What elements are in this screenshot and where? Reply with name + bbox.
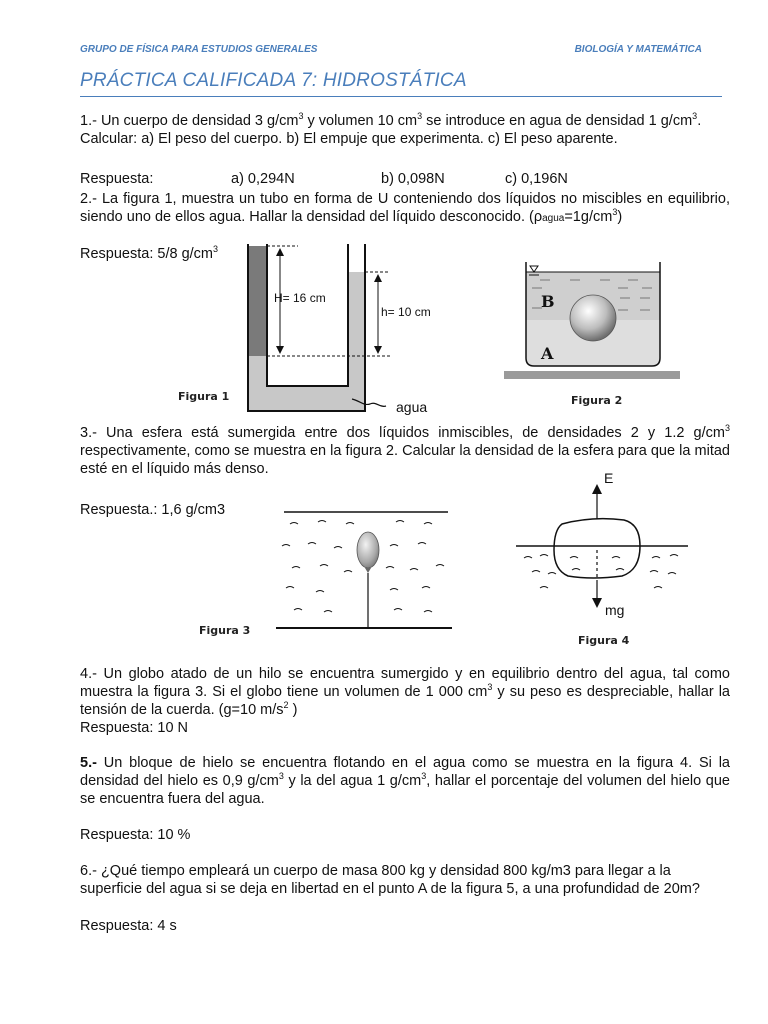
figure-2-caption: Figura 2 (571, 394, 623, 407)
answer-5: Respuesta: 10 % (80, 827, 191, 843)
figure-2-sphere-container (500, 258, 685, 383)
page-title: PRÁCTICA CALIFICADA 7: HIDROSTÁTICA (80, 70, 467, 91)
question-2: 2.- La figura 1, muestra un tubo en forma de U conteniendo dos líquidos no miscibles en equilibrio, siendo uno de ellos agua. Hallar la densidad del líquido desconocido. $(\rho agua=1g/cm^3)$ (80, 191, 730, 225)
question-6: 6.- ¿Qué tiempo empleará un cuerpo de masa 800 kg y densidad 800 kg/m3 para llegar a la superficie del agua si se deja en libertad en el punto A de la figura 5, a una profundidad de 20m? (80, 863, 700, 897)
question-4: 4.- Un globo atado de un hilo se encuentra sumergido y en equilibrio dentro del agua, tal como muestra la figura 3. Si el globo tiene un volumen de 1 000 $cm^3$ y su peso es despreciable, hallar la tensión de la cuerda. (g=10 $m/s^2$ ) (80, 666, 730, 718)
fig1-label-H: H= 16 cm (274, 291, 326, 305)
answer-1: Respuesta: a) 0,294N b) 0,098N c) 0,196N (80, 171, 568, 187)
answer-6: Respuesta: 4 s (80, 918, 177, 934)
answer-4: Respuesta: 10 N (80, 720, 189, 736)
figure-3-balloon (272, 506, 462, 636)
figure-4-ice-block (512, 480, 692, 625)
fig1-label-h: h= 10 cm (381, 305, 431, 319)
fig1-label-water: agua (396, 399, 428, 415)
figure-1-u-tube (240, 236, 410, 416)
figure-3-caption: Figura 3 (199, 624, 251, 637)
title-underline (80, 96, 722, 97)
question-5: 5.- Un bloque de hielo se encuentra flotando en el agua como se muestra en la figura 4. Si la densidad del hielo es 0,9 $g/cm^3$ y la del agua 1 $g/cm^3$, hallar el porcentaje del volumen del hielo que se encuentra fuera del agua. (80, 755, 730, 807)
fig2-label-B: B (541, 292, 555, 311)
answer-2: Respuesta: 5/8 $g/cm^3$ (80, 244, 219, 262)
header-right: BIOLOGÍA Y MATEMÁTICA (574, 44, 702, 55)
fig4-label-E: E (604, 470, 614, 486)
question-3: 3.- Una esfera está sumergida entre dos líquidos inmiscibles, de densidades 2 y 1.2 $g/cm^3$ respectivamente, como se muestra en la figura 2. Calcular la densidad de la esfera para que la mitad esté en el líquido más denso. (80, 423, 730, 477)
header-left: GRUPO DE FÍSICA PARA ESTUDIOS GENERALES (80, 44, 318, 55)
answer-3: Respuesta.: 1,6 g/cm3 (80, 502, 226, 518)
fig2-label-A: A (541, 344, 554, 363)
fig4-label-mg: mg (605, 602, 625, 618)
figure-1-caption: Figura 1 (178, 390, 230, 403)
question-1: 1.- Un cuerpo de densidad 3 $g/cm^3$ y volumen 10 $cm^3$ se introduce en agua de densidad 1 $g/cm^3$. Calcular: a) El peso del cuerpo. b) El empuje que experimenta. c) El peso aparente. (80, 111, 702, 147)
figure-4-caption: Figura 4 (578, 634, 630, 647)
